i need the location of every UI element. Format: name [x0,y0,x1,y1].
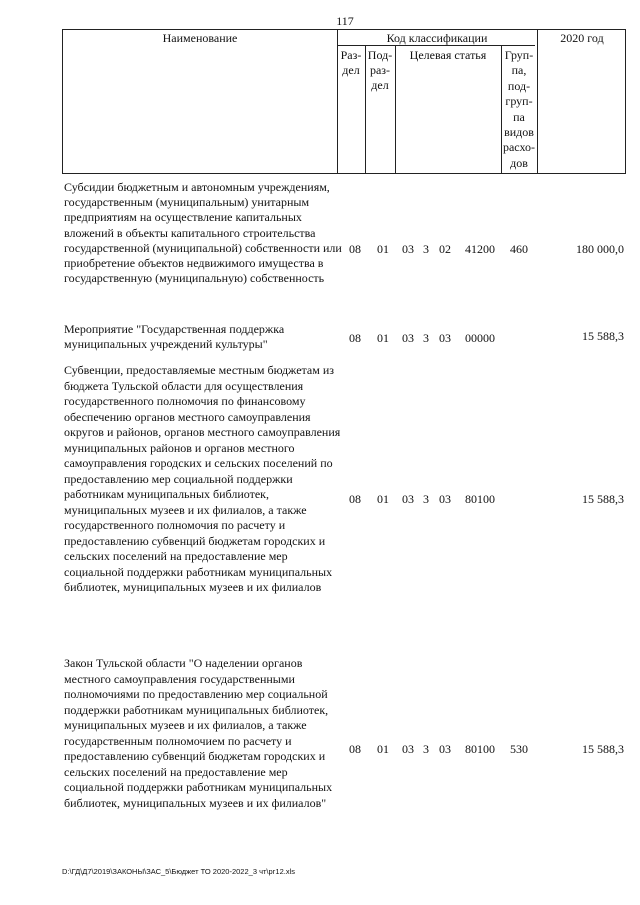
target-code-3: 03 [439,492,451,506]
target-code-1: 03 [402,331,414,345]
target-article-header: Целевая статья [409,48,487,62]
subsection-code: 01 [377,492,389,506]
table-row [64,322,624,356]
target-code-1: 03 [402,742,414,756]
table-row [64,363,624,643]
target-code-2: 3 [423,242,429,256]
row-name: Мероприятие "Государственная поддержка муниципальных учреждений культуры" [64,322,285,352]
amount-2020: 15 588,3 [582,329,624,343]
section-header: Раз- дел [340,48,362,77]
amount-2020: 15 588,3 [582,742,624,756]
name-column-header: Наименование [162,31,238,45]
target-code-1: 03 [402,492,414,506]
section-code: 08 [349,242,361,256]
code-group-header: Код классификации [386,31,488,45]
section-code: 08 [349,331,361,345]
expense-group-code: 460 [510,242,528,256]
target-code-3: 03 [439,331,451,345]
subsection-code: 01 [377,242,389,256]
table-header [62,29,626,174]
amount-2020: 180 000,0 [576,242,624,256]
file-path-footer: D:\ГД\Д7\2019\ЗАКОНЫ\ЗАС_5\Бюджет ТО 2020-2022_3 чт\рг12.xls [62,867,296,876]
target-code-3: 03 [439,742,451,756]
target-code-4: 80100 [465,492,495,506]
target-code-4: 00000 [465,331,495,345]
row-name: Субвенции, предоставляемые местным бюджетам из бюджета Тульской области для осуществления государственного полномочия по финансовому обеспечению органов местного самоуправления округов и районов, органов местного самоуправления муниципальных районов и органов местного самоуправления городских и сельских поселений по предоставлению мер социальной поддержки работникам муниципальных библиотек, муниципальных музеев и их филиалов, а также государственного полномочия по расчету и предоставлению субвенций бюджетам городских и сельских поселений на предоставление мер социальной поддержки работникам муниципальных библиотек, муниципальных музеев и их филиалов [64,363,341,594]
target-code-2: 3 [423,742,429,756]
target-code-1: 03 [402,242,414,256]
page-number: 117 [336,14,354,28]
target-code-2: 3 [423,331,429,345]
expense-group-code: 530 [510,742,528,756]
target-code-3: 02 [439,242,451,256]
table-row [64,180,624,320]
subsection-code: 01 [377,742,389,756]
row-name: Закон Тульской области "О наделении органов местного самоуправления государственными полномочиями по предоставлению мер социальной поддержки работникам муниципальных библиотек, муниципальных музеев и их филиалов, а также государственным полномочием по расчету и предоставлению субвенций бюджетам городских и сельских поселений на предоставление мер социальной поддержки работникам муниципальных библиотек, муниципальных музеев и их филиалов" [64,656,333,810]
subsection-header: Под- раз- дел [367,48,393,92]
target-code-4: 41200 [465,242,495,256]
section-code: 08 [349,742,361,756]
year-column-header: 2020 год [560,31,604,45]
expense-group-header: Груп- па, под- груп- па видов расхо- дов [502,48,536,170]
amount-2020: 15 588,3 [582,492,624,506]
table-row [64,656,624,856]
row-name: Субсидии бюджетным и автономным учреждениям, государственным (муниципальным) унитарным предприятиям на осуществление капитальных вложений в объекты капитального строительства государственной (муниципальной) собственности или приобретение объектов недвижимого имущества в государственную (муниципальную) собственность [64,180,342,286]
target-code-2: 3 [423,492,429,506]
section-code: 08 [349,492,361,506]
target-code-4: 80100 [465,742,495,756]
subsection-code: 01 [377,331,389,345]
